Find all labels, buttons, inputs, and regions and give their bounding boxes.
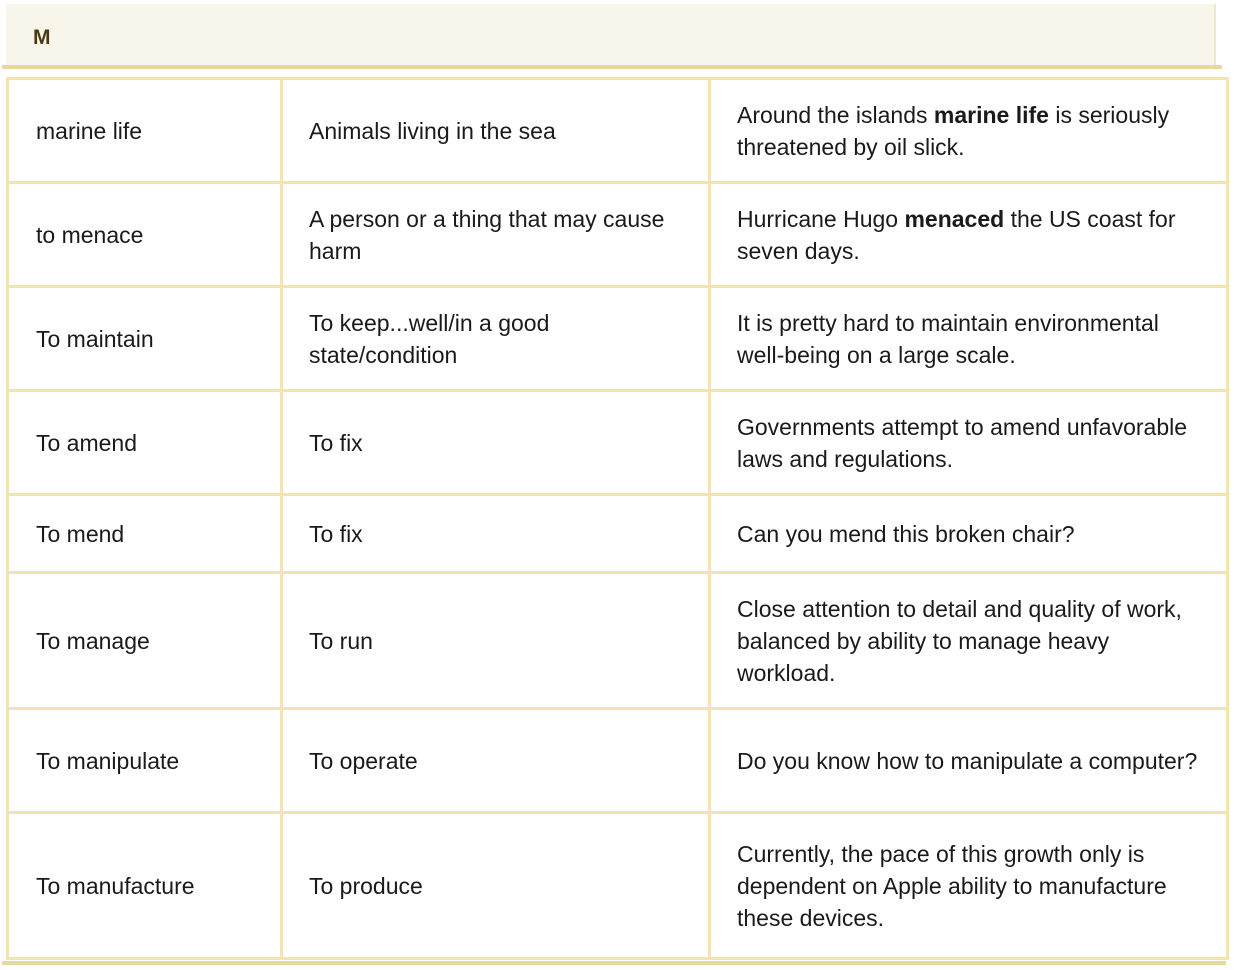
footer-divider: [2, 961, 1226, 965]
term-cell: To mend: [8, 495, 282, 573]
term-cell: to menace: [8, 183, 282, 287]
example-text: the US coast for seven days.: [737, 205, 1176, 264]
definition-cell: A person or a thing that may cause harm: [282, 183, 710, 287]
definition-cell: Animals living in the sea: [282, 79, 710, 183]
vocabulary-table: [6, 77, 1229, 960]
term-cell: To manufacture: [8, 813, 282, 959]
section-header: [6, 4, 1216, 66]
term-cell: To manage: [8, 573, 282, 709]
example-text: Close attention to detail and quality of work, balanced by ability to manage heavy workload.: [737, 595, 1182, 686]
section-letter: M: [33, 26, 51, 49]
definition-cell: To produce: [282, 813, 710, 959]
term-cell: marine life: [8, 79, 282, 183]
table-row: [8, 391, 1228, 495]
table-row: [8, 495, 1228, 573]
example-text: Currently, the pace of this growth only is dependent on Apple ability to manufacture these devices.: [737, 840, 1167, 931]
header-divider: [2, 65, 1222, 69]
example-text: Hurricane Hugo: [737, 205, 905, 232]
definition-cell: To fix: [282, 391, 710, 495]
term-cell: To maintain: [8, 287, 282, 391]
example-cell: [710, 79, 1228, 183]
example-text: Do you know how to manipulate a computer?: [737, 747, 1198, 774]
example-text: It is pretty hard to maintain environmental well-being on a large scale.: [737, 309, 1159, 368]
term-cell: To amend: [8, 391, 282, 495]
example-cell: [710, 573, 1228, 709]
example-highlight: marine life: [933, 101, 1049, 128]
example-text: is seriously threatened by oil slick.: [737, 101, 1170, 160]
definition-cell: To fix: [282, 495, 710, 573]
example-cell: [710, 391, 1228, 495]
example-cell: [710, 287, 1228, 391]
definition-cell: To keep...well/in a good state/condition: [282, 287, 710, 391]
example-cell: [710, 495, 1228, 573]
example-highlight: menaced: [904, 205, 1005, 232]
example-text: Can you mend this broken chair?: [737, 520, 1075, 547]
example-text: Around the islands: [737, 101, 934, 128]
table-row: [8, 709, 1228, 813]
definition-cell: To run: [282, 573, 710, 709]
table-row: [8, 573, 1228, 709]
example-text: Governments attempt to amend unfavorable laws and regulations.: [737, 413, 1188, 472]
example-cell: [710, 183, 1228, 287]
table-row: [8, 183, 1228, 287]
table-row: [8, 287, 1228, 391]
example-cell: [710, 813, 1228, 959]
table-row: [8, 79, 1228, 183]
definition-cell: To operate: [282, 709, 710, 813]
example-cell: [710, 709, 1228, 813]
table-row: [8, 813, 1228, 959]
term-cell: To manipulate: [8, 709, 282, 813]
